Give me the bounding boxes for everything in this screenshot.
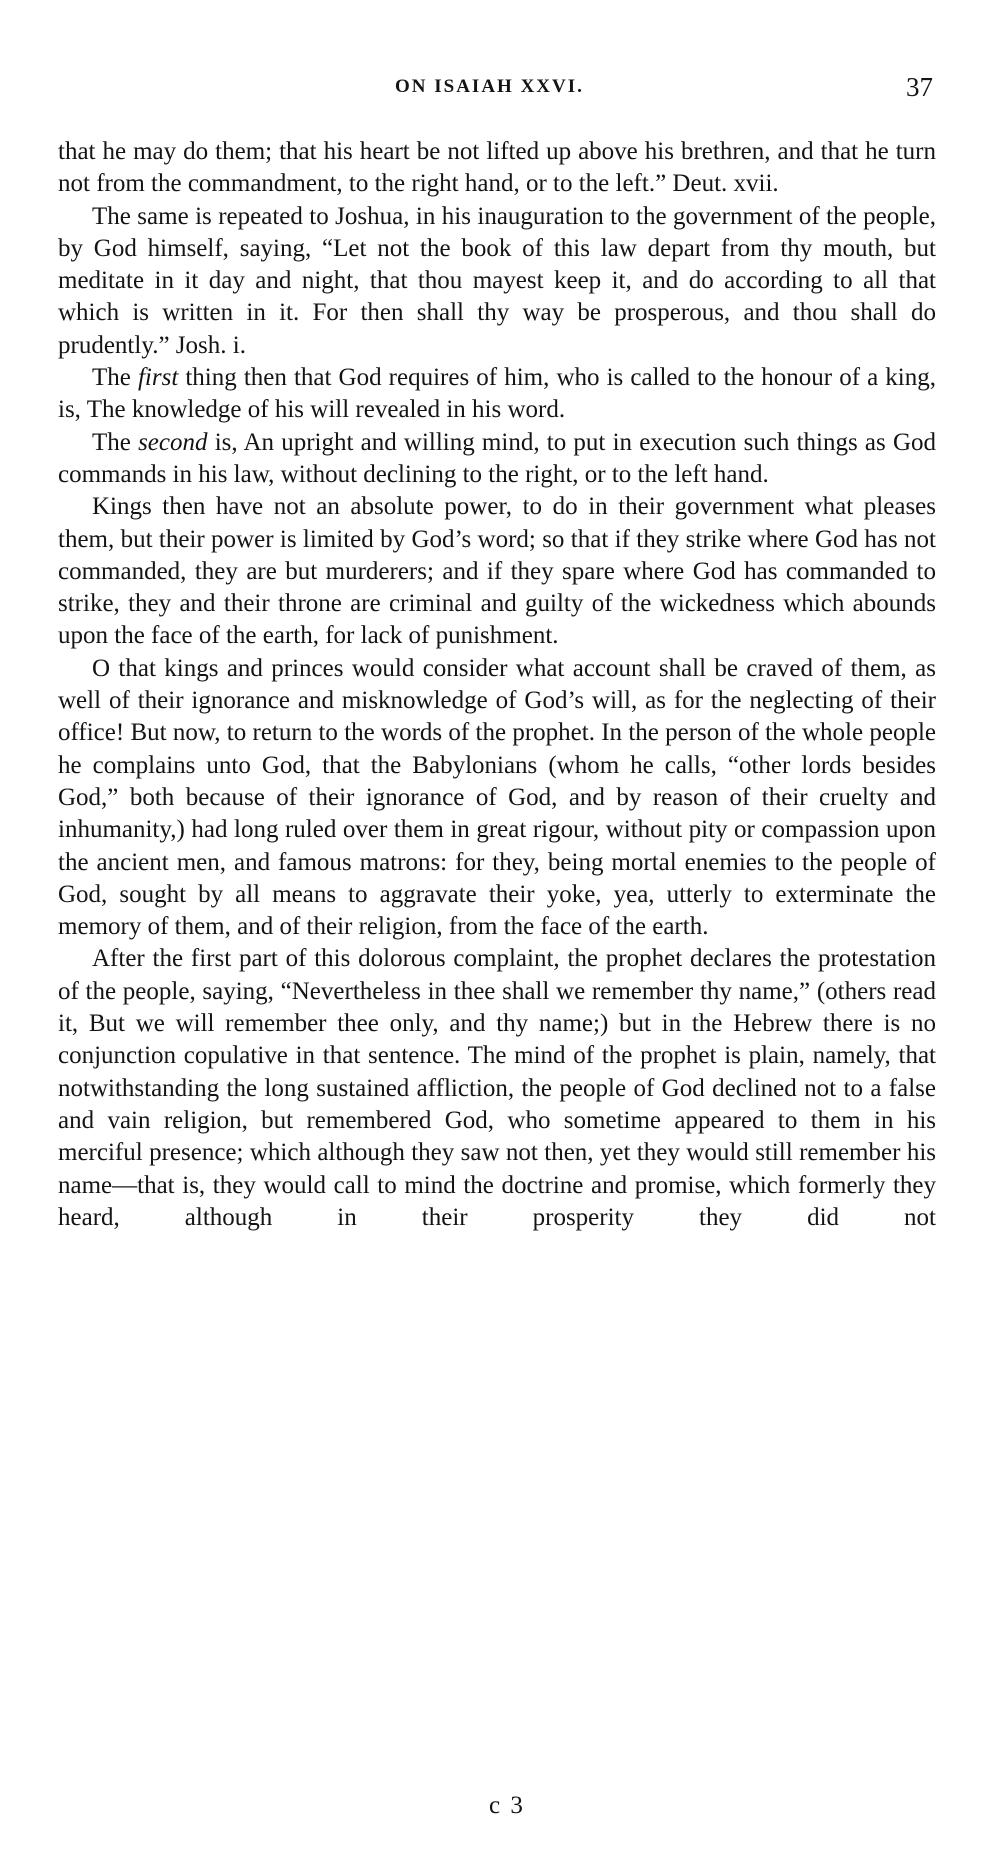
paragraph-2: The same is repeated to Joshua, in his inauguration to the government of the people, by God himself, saying, “Let not the book of this law depart from thy mouth, but meditate in it day and night, that thou mayest keep it, and do according to all that which is written in it. For then shall thy way be prosperous, and thou shall do prudently.” Josh. i. xyxy=(58,202,936,359)
paragraph-1: that he may do them; that his heart be not lifted up above his brethren, and that he turn not from the commandment, to the right hand, or to the left.” Deut. xvii. xyxy=(58,138,936,198)
paragraph-3-rest: thing then that God requires of him, who is called to the honour of a king, is, The knowledge of his will revealed in his word. xyxy=(58,364,936,424)
paragraph-5: Kings then have not an absolute power, to do in their government what pleases them, but their power is limited by God’s word; so that if they strike where God has not commanded, they are but murderers; and if they spare where God has commanded to strike, they and their throne are criminal and guilty of the wickedness which abounds upon the face of the earth, for lack of punishment. xyxy=(58,493,936,650)
page-number: 37 xyxy=(906,72,933,102)
running-head xyxy=(0,72,1000,116)
paragraph-3 xyxy=(58,362,936,427)
paragraph-4-emphasis: second xyxy=(138,428,208,456)
paragraph-3-lead: The xyxy=(92,364,138,392)
paragraph-7: After the first part of this dolorous complaint, the prophet declares the protestation of the people, saying, “Nevertheless in thee shall we remember thy name,” (others read it, But we will remember thee only, and thy name;) but in the Hebrew there is no conjunction copulative in that sentence. The mind of the prophet is plain, namely, that notwithstanding the long sustained affliction, the people of God declined not to a false and vain religion, but remembered God, who sometime appeared to them in his merciful presence; which although they saw not then, yet they would still remember his name—that is, they would call to mind the doctrine and promise, which formerly they heard, although in their prosperity they did not xyxy=(58,945,936,1231)
paragraph-4 xyxy=(58,427,936,492)
body-text xyxy=(58,136,936,1234)
paragraph-3-emphasis: first xyxy=(137,364,179,392)
paragraph-4-rest: is, An upright and willing mind, to put in execution such things as God commands in his law, without declining to the right, or to the left hand. xyxy=(58,428,937,488)
paragraph-4-lead: The xyxy=(92,428,139,456)
running-title: ON ISAIAH XXVI. xyxy=(395,76,584,97)
signature-mark: c 3 xyxy=(489,1792,525,1819)
paragraph-6: O that kings and princes would consider what account shall be craved of them, as well of their ignorance and misknowledge of God’s will, as for the neglecting of their office! But now, to return to the words of the prophet. In the person of the whole people he complains unto God, that the Babylonians (whom he calls, “other lords besides God,” both because of their ignorance of God, and by reason of their cruelty and inhumanity,) had long ruled over them in great rigour, without pity or compassion upon the ancient men, and famous matrons: for they, being mortal enemies to the people of God, sought by all means to aggravate their yoke, yea, utterly to exterminate the memory of them, and of their religion, from the face of the earth. xyxy=(58,654,936,941)
